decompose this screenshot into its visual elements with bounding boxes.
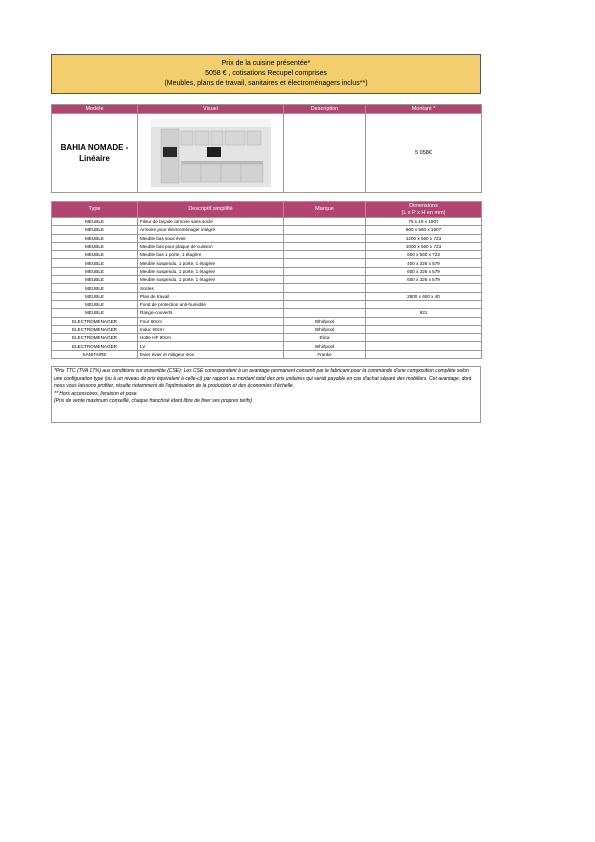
footnotes (51, 366, 481, 423)
cell-brand: Whirlpool (284, 325, 366, 333)
model-name: BAHIA NOMADE - Linéaire (52, 114, 138, 193)
dims-title: Dimensions (409, 202, 438, 209)
cell-brand (284, 259, 366, 267)
cell-brand: Whirlpool (284, 317, 366, 325)
cell-dims (366, 350, 482, 358)
cell-desc: Fileur de façade armoire sans socle (138, 218, 284, 226)
cell-dims (366, 300, 482, 308)
cell-dims (366, 325, 482, 333)
cell-dims: 1200 x 560 x 723 (366, 234, 482, 242)
cell-type: MEUBLE (52, 276, 138, 284)
cell-desc: Hotte HF 90cm (138, 334, 284, 342)
cell-dims (366, 284, 482, 292)
footnote-cse: *Prix TTC (TVA 17%) aux conditions sur ensemble (CSE): Les CSE correspondent à un avantage permanent consenti par le fabricant pour la commande d'une composition complète selon une configuration type (ou à un niveau de prix équivalent à celle-ci) par rapport au montant total des prix unitaires qui serait payable en cas d'achat séparé des mobiliers. Cet avantage, dont nous vous laissons profiter, résulte notamment de l'optimisation de la production et des économies d'échelle. (54, 368, 472, 390)
cell-desc: Four 60cm (138, 317, 284, 325)
table-row (52, 317, 482, 325)
table-row (52, 242, 482, 250)
cell-desc: Socles (138, 284, 284, 292)
cell-brand (284, 267, 366, 275)
description-cell (284, 114, 366, 193)
cell-type: MEUBLE (52, 242, 138, 250)
cell-type: MEUBLE (52, 292, 138, 300)
cell-brand (284, 284, 366, 292)
table-row (52, 325, 482, 333)
table-row (52, 284, 482, 292)
cell-brand (284, 251, 366, 259)
cell-type: SANITAIRE (52, 350, 138, 358)
cell-dims (366, 334, 482, 342)
cell-brand (284, 276, 366, 284)
cell-desc: Meuble bas 1 porte, 1 étagère (138, 251, 284, 259)
table-row (52, 259, 482, 267)
kitchen-photo (138, 114, 284, 193)
cell-type: MEUBLE (52, 309, 138, 317)
col-header-model: Modèle (52, 105, 138, 114)
cell-type: MEUBLE (52, 218, 138, 226)
cell-type: MEUBLE (52, 226, 138, 234)
cell-desc: Range-couverts (138, 309, 284, 317)
cell-desc: Meuble suspendu, 1 porte, 1 étagère (138, 259, 284, 267)
table-row (52, 234, 482, 242)
cell-brand (284, 226, 366, 234)
cell-type: ELECTROMENAGER (52, 342, 138, 350)
col-header-dims (366, 202, 482, 218)
col-header-desc: Descriptif simplifié (138, 202, 284, 218)
header-price: 5058 € , cotisations Recupel comprises (205, 70, 327, 77)
price-header (51, 54, 481, 94)
amount-value: 5 058€ (366, 114, 482, 193)
cell-desc: Meuble bas sous évier (138, 234, 284, 242)
table-row (52, 342, 482, 350)
cell-type: MEUBLE (52, 259, 138, 267)
cell-dims: 1000 x 560 x 723 (366, 242, 482, 250)
cell-desc: Meuble suspendu, 1 porte, 1 étagère (138, 276, 284, 284)
cell-desc: Armoire pour électroménager intégré (138, 226, 284, 234)
cell-dims: 75 x 19 x 1907 (366, 218, 482, 226)
cell-type: MEUBLE (52, 234, 138, 242)
cell-desc: Induc 60cm (138, 325, 284, 333)
cell-type: MEUBLE (52, 300, 138, 308)
cell-desc: Meuble bas pour plaque de cuisson (138, 242, 284, 250)
cell-type: ELECTROMENAGER (52, 325, 138, 333)
cell-desc: Meuble suspendu, 1 porte, 1 étagère (138, 267, 284, 275)
col-header-description: Description (284, 105, 366, 114)
header-title: Prix de la cuisine présentée* (221, 60, 311, 67)
cell-dims: 600 x 326 x 579 (366, 267, 482, 275)
cell-desc: Plan de travail (138, 292, 284, 300)
dims-unit: (L x P x H en mm) (401, 209, 446, 216)
cell-dims (366, 317, 482, 325)
detail-table (51, 201, 482, 359)
cell-dims: 921 (366, 309, 482, 317)
cell-brand (284, 218, 366, 226)
cell-brand (284, 300, 366, 308)
cell-dims: 2800 x 600 x 40 (366, 292, 482, 300)
col-header-visual: Visuel (138, 105, 284, 114)
kitchen-photo-icon (151, 119, 271, 187)
cell-desc: Evier évier et mitigeur inox (138, 350, 284, 358)
cell-dims (366, 342, 482, 350)
cell-brand: Franke (284, 350, 366, 358)
table-row (52, 334, 482, 342)
cell-dims: 600 x 326 x 579 (366, 276, 482, 284)
table-row (52, 292, 482, 300)
footnote-price: (Prix de vente maximum conseillé, chaque franchisé étant libre de fixer ses propres tarifs) (54, 398, 253, 405)
cell-desc: LV (138, 342, 284, 350)
col-header-type: Type (52, 202, 138, 218)
cell-brand (284, 242, 366, 250)
table-row (52, 350, 482, 358)
cell-type: MEUBLE (52, 267, 138, 275)
footnote-excl: ** Hors accessoires, livraison et pose. (54, 390, 138, 397)
col-header-brand: Marque (284, 202, 366, 218)
table-row (52, 226, 482, 234)
summary-table (51, 104, 482, 193)
table-row (52, 267, 482, 275)
table-row (52, 251, 482, 259)
cell-desc: Fond de protection anti-humidité (138, 300, 284, 308)
cell-brand (284, 234, 366, 242)
cell-brand (284, 292, 366, 300)
cell-type: ELECTROMENAGER (52, 317, 138, 325)
cell-dims: 400 x 326 x 579 (366, 259, 482, 267)
table-row (52, 309, 482, 317)
cell-type: ELECTROMENAGER (52, 334, 138, 342)
header-note: (Meubles, plans de travail, sanitaires et électroménagers inclus**) (164, 80, 368, 87)
cell-type: MEUBLE (52, 284, 138, 292)
cell-brand (284, 309, 366, 317)
cell-brand: Whirlpool (284, 342, 366, 350)
table-row (52, 218, 482, 226)
col-header-amount: Montant * (366, 105, 482, 114)
table-row (52, 300, 482, 308)
cell-dims: 600 x 560 x 1907 (366, 226, 482, 234)
cell-brand: Elica (284, 334, 366, 342)
cell-dims: 600 x 560 x 723 (366, 251, 482, 259)
table-row (52, 276, 482, 284)
cell-type: MEUBLE (52, 251, 138, 259)
